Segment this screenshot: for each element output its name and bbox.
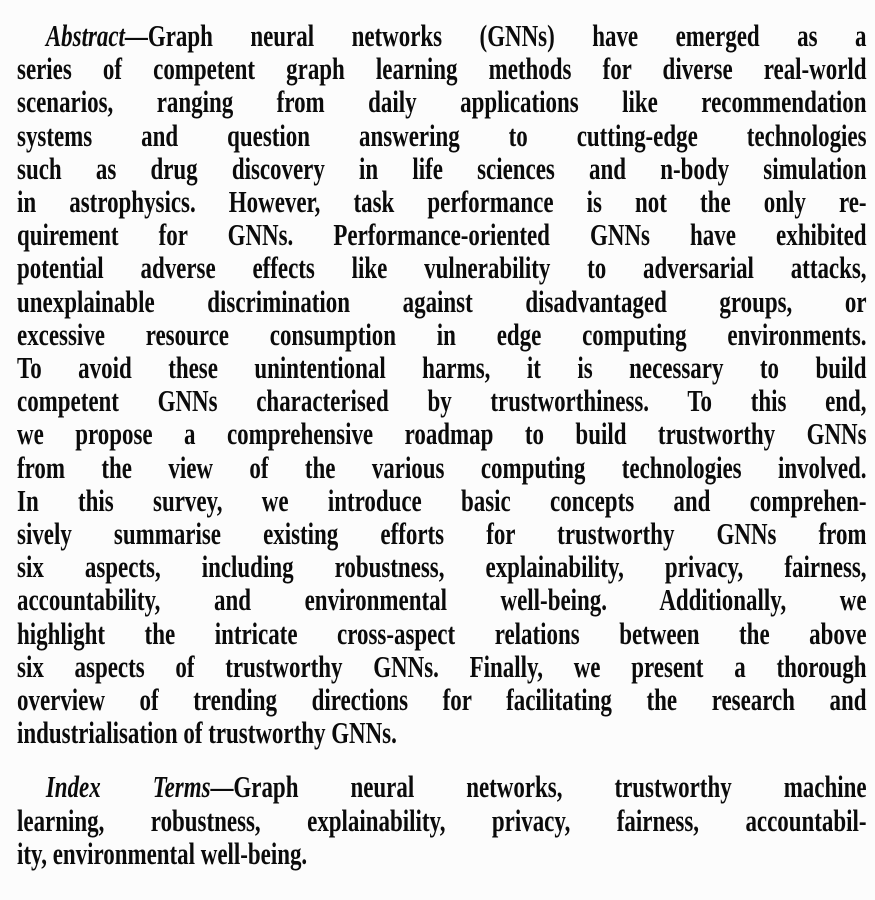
abstract-first-line-text: Graph neural networks (GNNs) have emerged as a: [147, 18, 867, 53]
index-terms-dash: —: [210, 769, 234, 805]
abstract-line: unexplainable discrimination against disadvantaged groups, or: [17, 283, 867, 319]
abstract-line: To avoid these unintentional harms, it is necessary to build: [17, 350, 867, 386]
abstract-line: competent GNNs characterised by trustworthiness. To this end,: [17, 383, 867, 419]
index-terms-line: learning, robustness, explainability, privacy, fairness, accountabil-: [17, 802, 867, 838]
abstract-line: excessive resource consumption in edge computing environments.: [17, 316, 867, 352]
abstract-line: from the view of the various computing technologies involved.: [17, 449, 867, 485]
abstract-line: overview of trending directions for facilitating the research and: [17, 682, 867, 718]
abstract-line: scenarios, ranging from daily applications like recommendation: [17, 84, 867, 120]
abstract-label: Abstract: [45, 18, 125, 53]
abstract-dash: —: [124, 18, 148, 53]
abstract-line: systems and question answering to cutting-edge technologies: [17, 117, 867, 153]
abstract-line: such as drug discovery in life sciences and n-body simulation: [17, 150, 867, 186]
index-terms-last-line: ity, environmental well-being.: [17, 835, 308, 871]
index-terms-label: Index Terms: [45, 769, 211, 805]
abstract-line: potential adverse effects like vulnerability to adversarial attacks,: [17, 250, 867, 286]
abstract-last-line: industrialisation of trustworthy GNNs.: [17, 715, 397, 751]
abstract-line: we propose a comprehensive roadmap to build trustworthy GNNs: [17, 416, 867, 452]
abstract-line: six aspects, including robustness, explainability, privacy, fairness,: [17, 549, 867, 585]
abstract-line: in astrophysics. However, task performance is not the only re-: [17, 184, 867, 220]
abstract-line: quirement for GNNs. Performance-oriented GNNs have exhibited: [17, 217, 867, 253]
index-terms-paragraph: [17, 770, 867, 870]
abstract-line: highlight the intricate cross-aspect relations between the above: [17, 615, 867, 651]
index-terms-first-line-text: Graph neural networks, trustworthy machine: [233, 769, 867, 805]
index-terms-first-line: [17, 770, 867, 803]
abstract-paragraph: [17, 19, 867, 749]
abstract-line: six aspects of trustworthy GNNs. Finally, we present a thorough: [17, 648, 867, 684]
abstract-first-line: [17, 19, 867, 52]
abstract-line: sively summarise existing efforts for trustworthy GNNs from: [17, 516, 867, 552]
abstract-line: series of competent graph learning methods for diverse real-world: [17, 51, 867, 87]
abstract-line: In this survey, we introduce basic concepts and comprehen-: [17, 482, 867, 518]
abstract-line: accountability, and environmental well-being. Additionally, we: [17, 582, 867, 618]
